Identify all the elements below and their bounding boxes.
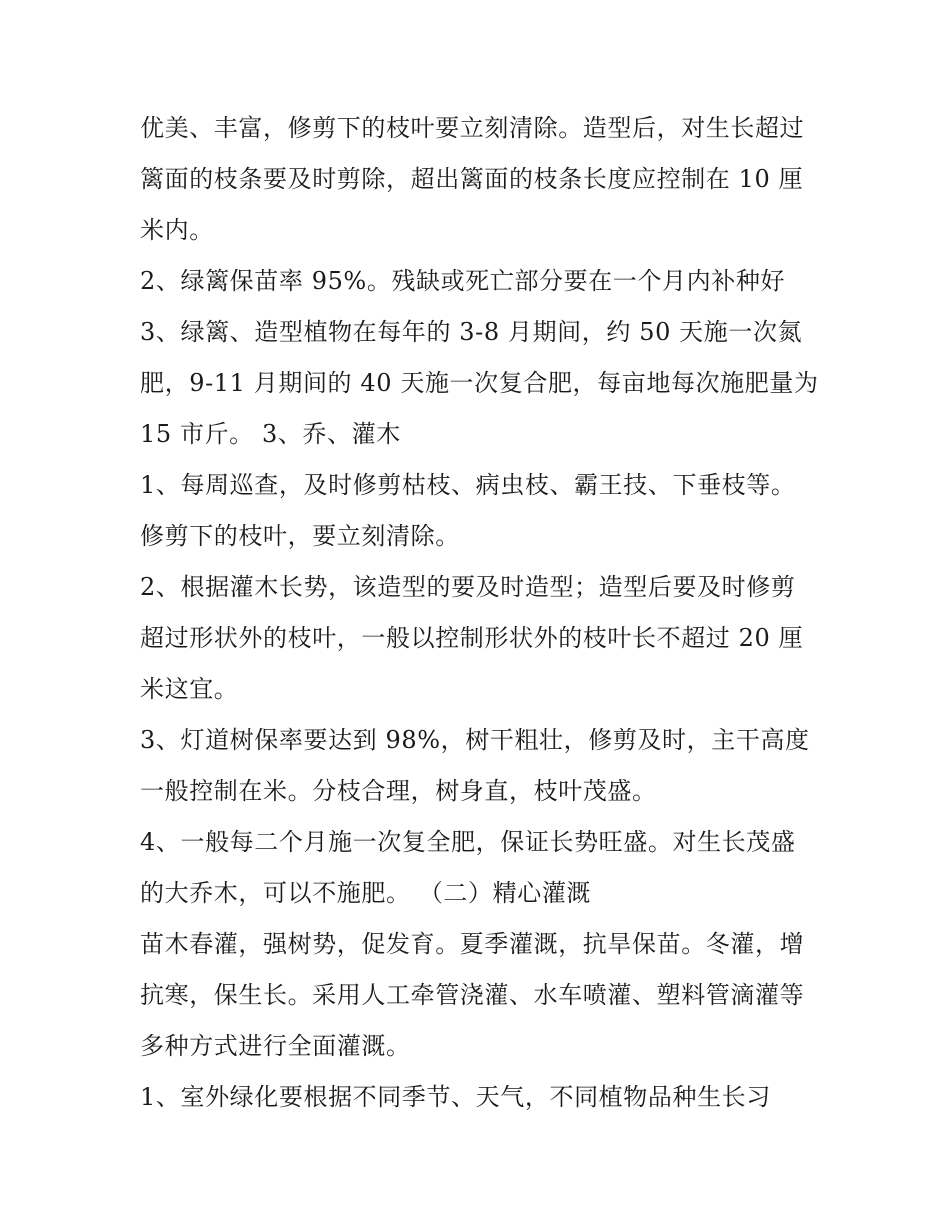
text-line: 篱面的枝条要及时剪除，超出篱面的枝条长度应控制在 10 厘 [140,165,804,193]
text-line: 15 市斤。 3、乔、灌木 [140,420,401,448]
text-line: 修剪下的枝叶，要立刻清除。 [140,522,460,550]
text-line: 米这宜。 [140,675,239,703]
text-line: 超过形状外的枝叶，一般以控制形状外的枝叶长不超过 20 厘 [140,624,804,652]
text-line: 抗寒，保生长。采用人工牵管浇灌、水车喷灌、塑料管滴灌等 [140,981,805,1009]
text-line: 多种方式进行全面灌溉。 [140,1032,411,1060]
text-line: 2、根据灌木长势，该造型的要及时造型；造型后要及时修剪 [140,573,796,601]
text-line: 1、室外绿化要根据不同季节、天气，不同植物品种生长习 [140,1083,771,1111]
text-line: 1、每周巡查，及时修剪枯枝、病虫枝、霸王技、下垂枝等。 [140,471,796,499]
text-line: 2、绿篱保苗率 95%。残缺或死亡部分要在一个月内补种好 [140,267,786,295]
text-line: 肥，9-11 月期间的 40 天施一次复合肥，每亩地每次施肥量为 [140,369,819,397]
text-line: 3、绿篱、造型植物在每年的 3-8 月期间，约 50 天施一次氮 [140,318,803,346]
text-line: 苗木春灌，强树势，促发育。夏季灌溉，抗旱保苗。冬灌，增 [140,930,805,958]
text-line: 的大乔木，可以不施肥。 （二）精心灌溉 [140,879,592,907]
text-line: 3、灯道树保率要达到 98%，树干粗壮，修剪及时，主干高度 [140,726,810,754]
text-line: 一般控制在米。分枝合理，树身直，枝叶茂盛。 [140,777,657,805]
text-line: 4、一般每二个月施一次复全肥，保证长势旺盛。对生长茂盛 [140,828,796,856]
text-line: 优美、丰富，修剪下的枝叶要立刻清除。造型后，对生长超过 [140,114,805,142]
text-line: 米内。 [140,216,214,244]
